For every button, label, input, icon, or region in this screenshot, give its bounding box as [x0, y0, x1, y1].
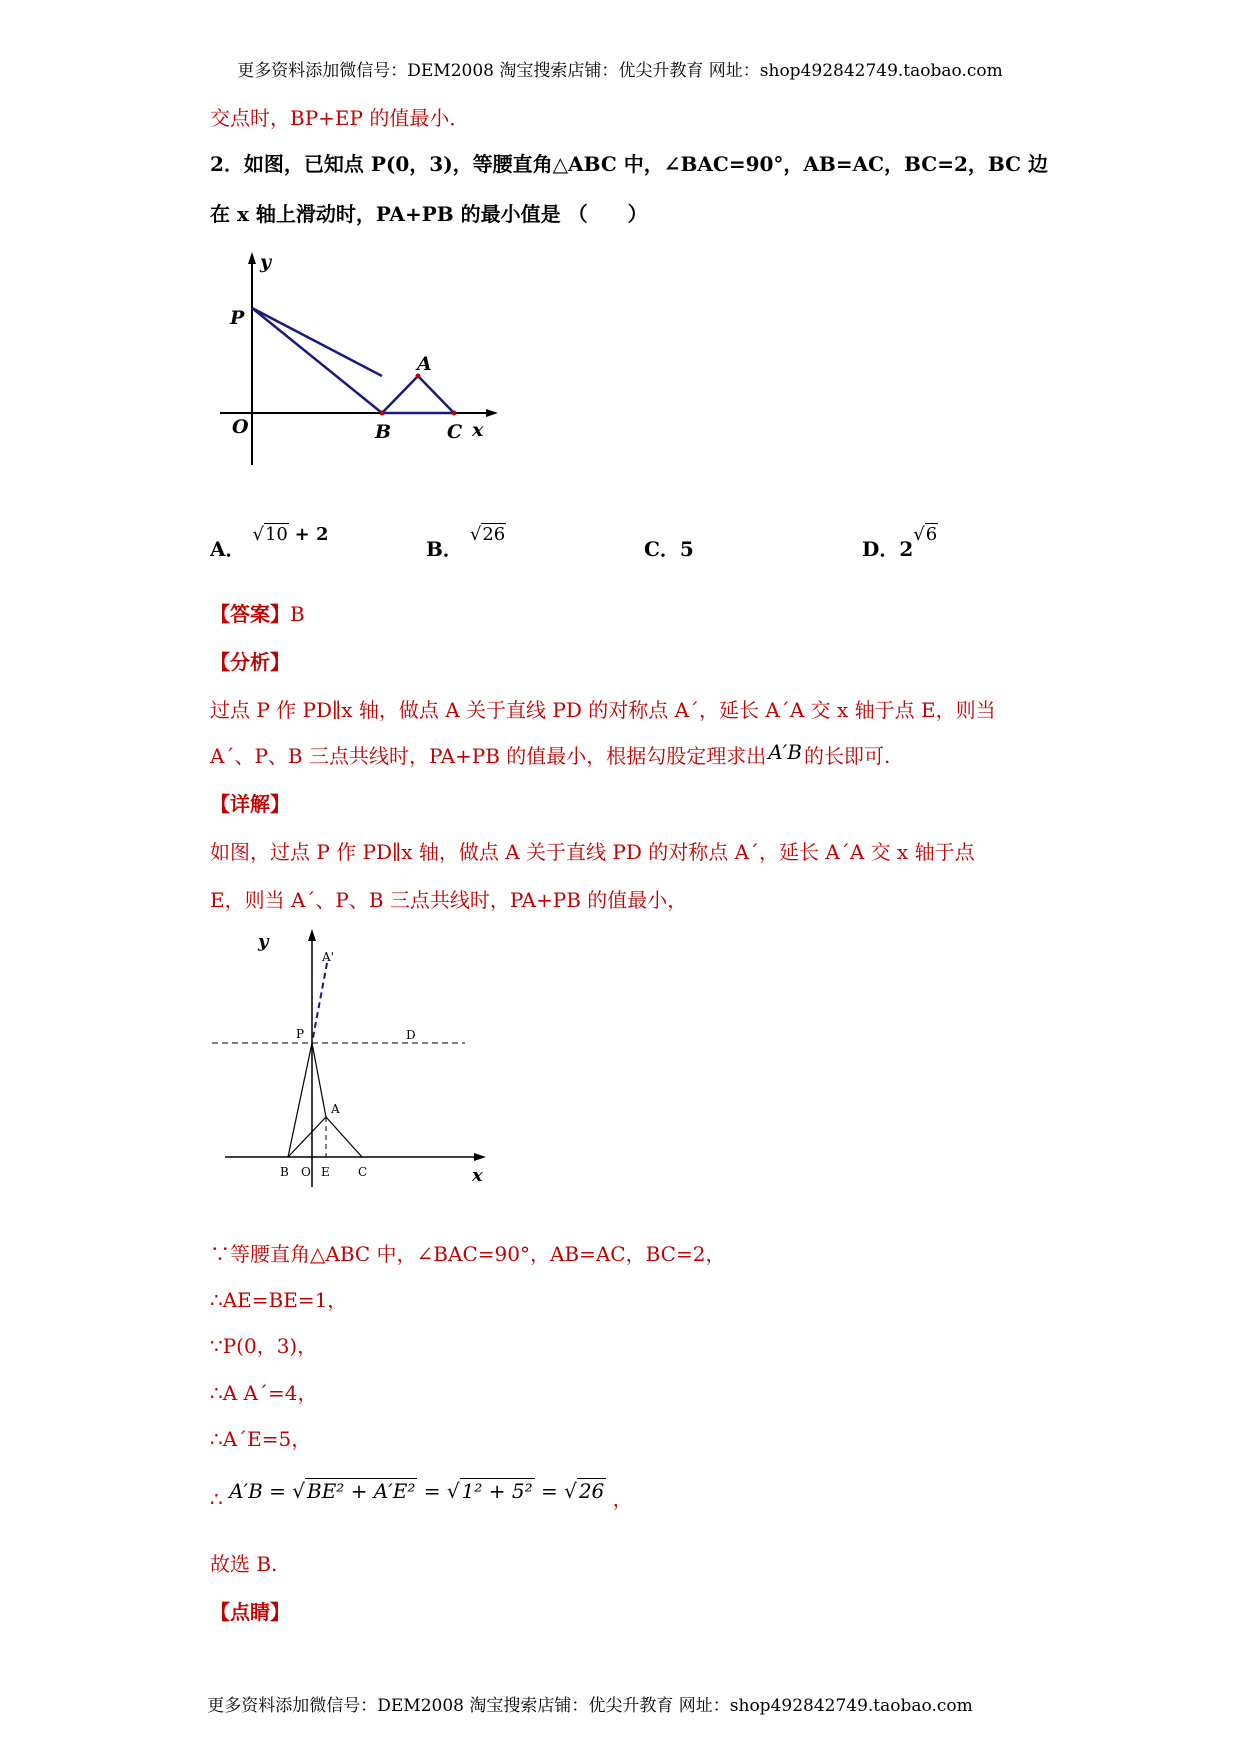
fig1-label-a: A: [417, 353, 432, 375]
option-a-label: A．: [210, 537, 246, 561]
option-b-value: √26: [469, 524, 506, 545]
detail-tag-line: [210, 788, 290, 817]
detail-tag: 【详解】: [210, 792, 290, 816]
step-6-eq-2: =: [540, 1479, 558, 1503]
tip-tag-line: [210, 1596, 290, 1625]
analysis-line-2-symbol: A′B: [768, 740, 802, 764]
fig1-label-y: y: [260, 251, 272, 273]
detail-line-2: E，则当 A´、P、B 三点共线时，PA+PB 的值最小，: [210, 888, 688, 912]
fig2-label-o: O: [301, 1165, 311, 1179]
analysis-tag: 【分析】: [210, 650, 290, 674]
step-6-radical-2: 1² + 5²: [461, 1479, 533, 1503]
option-b-radicand: 26: [482, 524, 506, 545]
fig2-label-x: x: [472, 1165, 483, 1186]
question-line-1: 2．如图，已知点 P(0，3)，等腰直角△ABC 中，∠BAC=90°，AB=AC，BC=2，BC 边: [210, 152, 1049, 176]
option-d-radicand: 6: [925, 524, 938, 545]
conclusion: 故选 B.: [210, 1552, 278, 1576]
fig2-label-e: E: [321, 1165, 330, 1179]
step-6-eq-1: =: [423, 1479, 441, 1503]
fig2-label-p: P: [296, 1027, 305, 1041]
step-6-formula: A′B = √ BE² + A′E² = √ 1² + 5² = √ 26: [229, 1479, 605, 1503]
step-6-suffix: ，: [612, 1487, 633, 1511]
option-a: [210, 524, 329, 562]
fig1-label-b: B: [375, 421, 392, 443]
option-c: C．5: [644, 537, 694, 561]
tip-tag: 【点睛】: [210, 1600, 290, 1624]
analysis-line-2-pre: A´、P、B 三点共线时，PA+PB 的值最小，根据勾股定理求出: [210, 744, 767, 768]
option-d-value: √6: [913, 524, 938, 545]
option-b: [426, 524, 506, 562]
analysis-line-1: 过点 P 作 PD∥x 轴，做点 A 关于直线 PD 的对称点 A´，延长 A´A 交 x 轴于点 E，则当: [210, 698, 996, 722]
figure-2-diagram: [200, 925, 500, 1195]
option-d-label: D．2: [862, 537, 914, 561]
step-2: ∴AE=BE=1，: [210, 1288, 348, 1312]
answer-tag: 【答案】: [210, 602, 290, 626]
step-6-prefix: ∴: [210, 1487, 223, 1511]
step-1: ∵等腰直角△ABC 中，∠BAC=90°，AB=AC，BC=2，: [210, 1242, 726, 1266]
fig1-label-o: O: [232, 416, 249, 438]
previous-answer-tail: 交点时，BP+EP 的值最小．: [210, 106, 470, 130]
option-b-label: B．: [426, 537, 463, 561]
fig2-label-a: A: [331, 1102, 340, 1116]
fig1-label-x: x: [472, 419, 484, 441]
detail-line-1: 如图，过点 P 作 PD∥x 轴，做点 A 关于直线 PD 的对称点 A´，延长 A´A 交 x 轴于点: [210, 840, 975, 864]
fig2-label-d: D: [406, 1028, 416, 1042]
step-6-radical-1: BE² + A′E²: [307, 1479, 416, 1503]
fig1-label-p: P: [230, 307, 245, 329]
step-3: ∵P(0，3)，: [210, 1334, 318, 1358]
fig2-label-b: B: [280, 1165, 289, 1179]
analysis-line-2-post: 的长即可.: [803, 744, 891, 768]
page-footer: 更多资料添加微信号：DEM2008 淘宝搜索店铺：优尖升教育 网址：shop492842749.taobao.com: [207, 1696, 973, 1716]
fig2-label-y: y: [258, 931, 269, 952]
option-a-radicand: 10: [264, 524, 288, 545]
fig2-label-a-prime: A': [322, 950, 334, 964]
option-a-value: √10 + 2: [252, 524, 329, 545]
step-4: ∴A A´=4，: [210, 1381, 318, 1405]
answer-value: B: [290, 602, 305, 626]
analysis-tag-line: [210, 646, 290, 675]
analysis-line-2: [210, 740, 890, 769]
step-6: [210, 1475, 633, 1511]
answer-line: [210, 598, 305, 627]
figure-1-diagram: [210, 250, 500, 480]
step-6-lhs: A′B =: [229, 1479, 286, 1503]
fig2-label-c: C: [358, 1165, 368, 1179]
option-d: [862, 524, 938, 562]
step-5: ∴A´E=5，: [210, 1427, 312, 1451]
fig1-label-c: C: [447, 421, 463, 443]
question-line-2: 在 x 轴上滑动时，PA+PB 的最小值是 （ ）: [210, 202, 648, 226]
option-a-rest: + 2: [294, 524, 329, 545]
page-header: 更多资料添加微信号：DEM2008 淘宝搜索店铺：优尖升教育 网址：shop492842749.taobao.com: [237, 61, 1003, 81]
step-6-radical-3: 26: [578, 1479, 605, 1503]
